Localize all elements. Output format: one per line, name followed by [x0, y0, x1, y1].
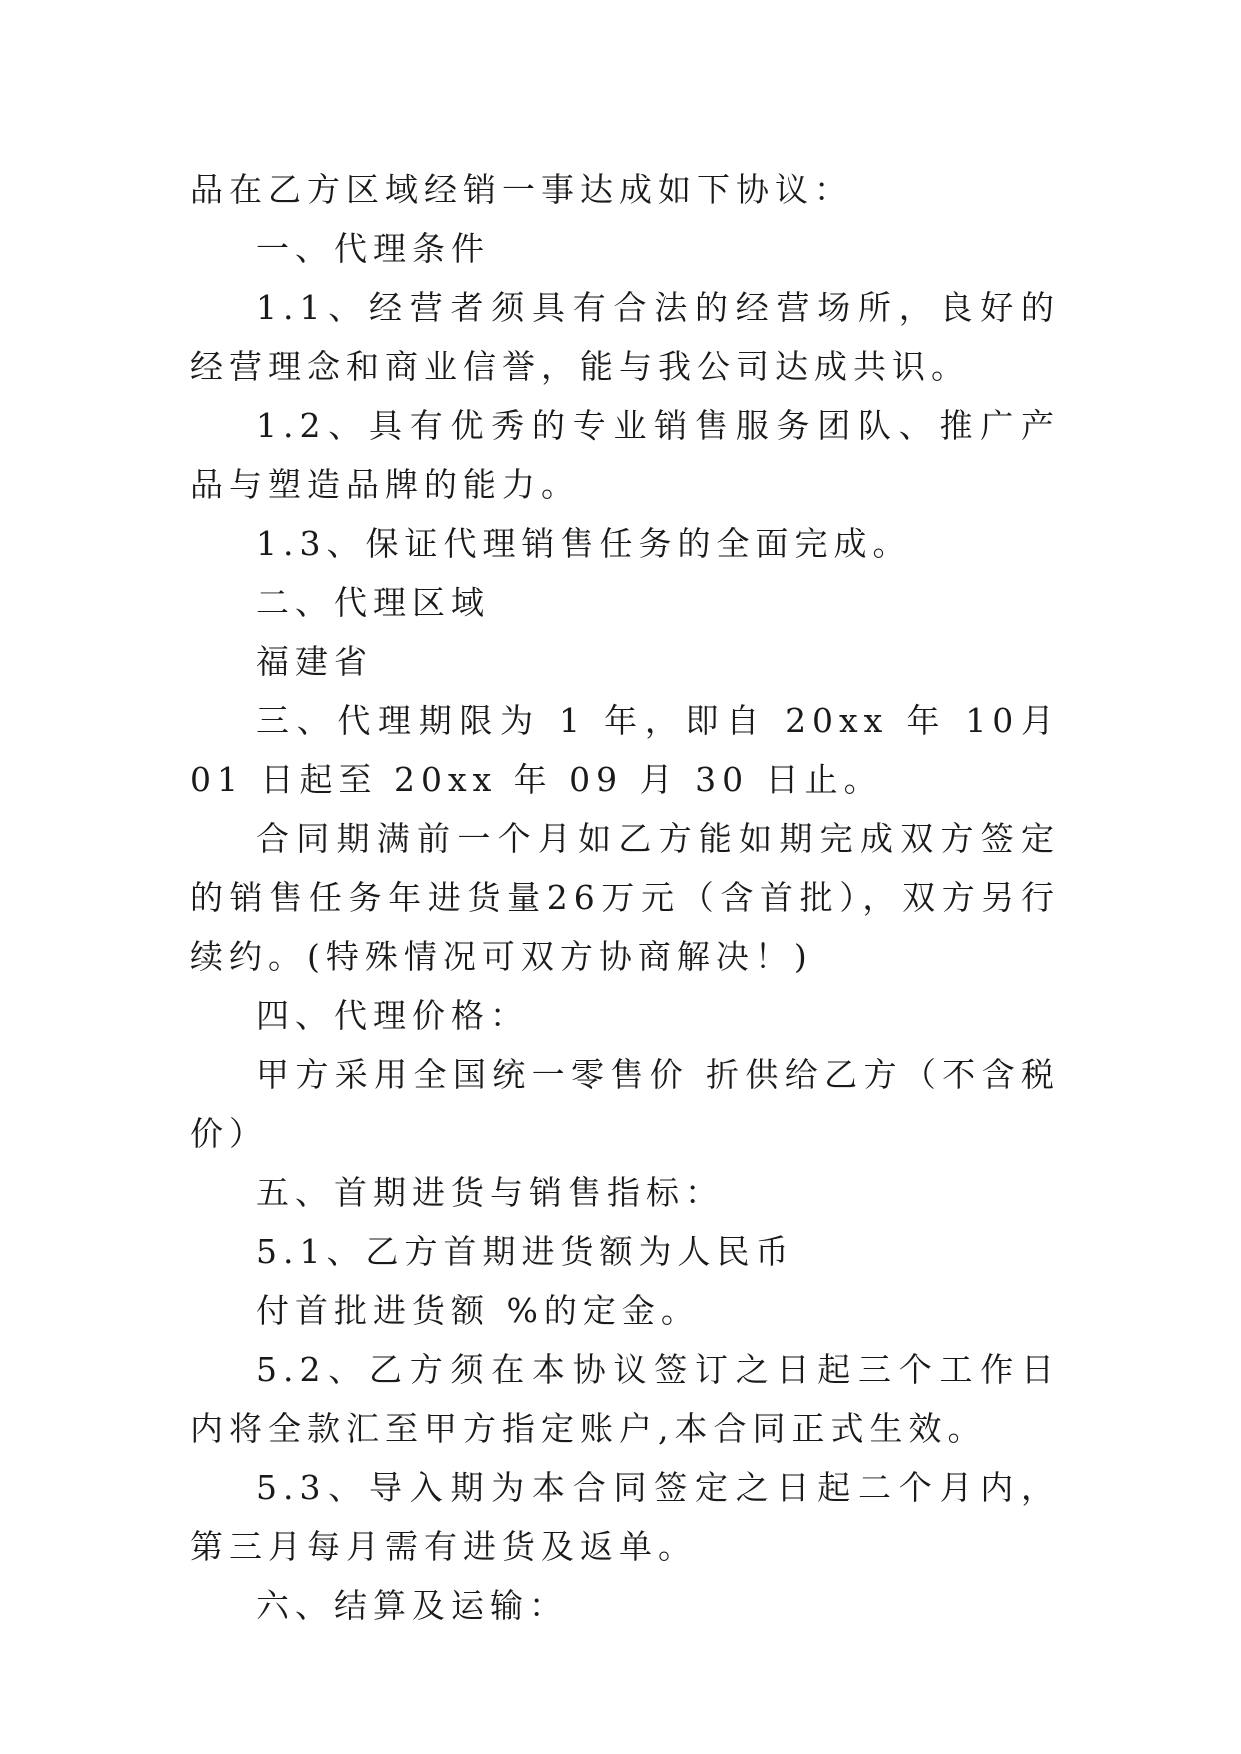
- paragraph-0: 品在乙方区域经销一事达成如下协议：: [190, 170, 853, 209]
- section-heading-1: 一、代理条件: [256, 229, 490, 268]
- document-body: [190, 160, 1060, 1635]
- section-heading-4: 四、代理价格：: [256, 996, 529, 1035]
- renewal-paragraph: 合同期满前一个月如乙方能如期完成双方签定的销售任务年进货量26万元（含首批），双方另行续约。(特殊情况可双方协商解决！): [190, 819, 1060, 976]
- clause-5-1: 5.1、乙方首期进货额为人民币: [256, 1232, 795, 1271]
- clause-5-2: 5.2、乙方须在本协议签订之日起三个工作日内将全款汇至甲方指定账户,本合同正式生效。: [190, 1350, 1060, 1448]
- clause-5-3: 5.3、导入期为本合同签定之日起二个月内，第三月每月需有进货及返单。: [190, 1468, 1060, 1566]
- price-paragraph: 甲方采用全国统一零售价 折供给乙方（不含税价）: [190, 1055, 1060, 1153]
- section-heading-5: 五、首期进货与销售指标：: [256, 1173, 724, 1212]
- clause-1-2: 1.2、具有优秀的专业销售服务团队、推广产品与塑造品牌的能力。: [190, 406, 1060, 504]
- clause-1-3: 1.3、保证代理销售任务的全面完成。: [256, 524, 912, 563]
- section-heading-2: 二、代理区域: [256, 583, 490, 622]
- agency-region: 福建省: [256, 642, 373, 681]
- clause-1-1: 1.1、经营者须具有合法的经营场所，良好的经营理念和商业信誉，能与我公司达成共识。: [190, 288, 1060, 386]
- deposit-paragraph: 付首批进货额 %的定金。: [256, 1291, 700, 1330]
- section-heading-3: 三、代理期限为 1 年，即自 20xx 年 10月 01 日起至 20xx 年 09 月 30 日止。: [190, 701, 1060, 799]
- section-heading-6: 六、结算及运输：: [256, 1586, 568, 1625]
